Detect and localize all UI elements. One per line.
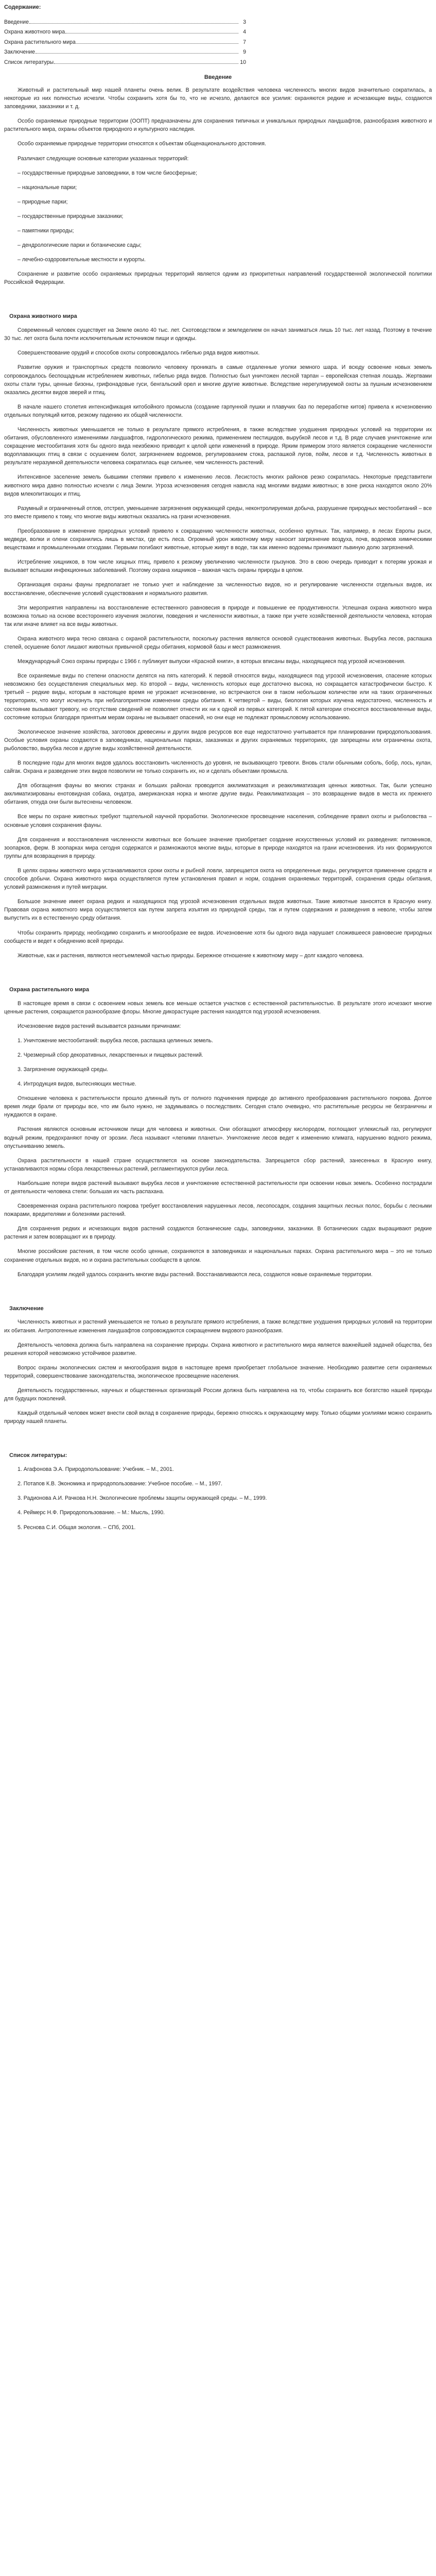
intro-paragraph: Животный и растительный мир нашей планеты очень велик. В результате воздействия человека численность многих видов значительно сократилась, а некоторые из них полностью исчезли. Чтобы сохранить хотя бы то, что не исчезло, делаются все усилия: охраняются редкие и исчезающие виды, создаются заповедники, заказники и т. д.	[4, 87, 432, 110]
animals-paragraph: Интенсивное заселение земель бывшими степями привело к изменению лесов. Лесистость многих районов резко сократилась. Некоторые представители животного мира давно полностью исчезли с лица Земли. Угроза исчезновения сегодня нависла над многими видами животных; в зоне риска находятся около 20% видов млекопитающих и птиц.	[4, 474, 432, 497]
plants-heading: Охрана растительного мира	[9, 986, 89, 993]
literature-item: 5. Реснова С.И. Общая экология. – СПб, 2001.	[18, 1524, 136, 1531]
toc-title: Содержание:	[4, 4, 41, 10]
literature-item: 2. Потапов К.В. Экономика и природопользование: Учебное пособие. – М., 1997.	[18, 1481, 222, 1487]
list-item: – лечебно-оздоровительные местности и курорты.	[18, 257, 146, 263]
list-item-text: лечебно-оздоровительные местности и курорты.	[22, 257, 146, 263]
toc-item-page: 7	[243, 39, 246, 45]
plants-section	[4, 999, 432, 1279]
animals-paragraph: Организация охраны фауны предполагает не только учет и наблюдение за численностью видов, но и регулирование численности отдельных видов, их восстановление, обеспечение условий существования и нормального развития.	[4, 582, 432, 597]
list-item: – государственные природные заповедники, в том числе биосферные;	[18, 170, 197, 176]
animals-paragraph: Истребление хищников, в том числе хищных птиц, привело к резкому увеличению численности грызунов. Это в свою очередь приводит к потерям урожая и вызывает вспышки инфекционных заболеваний. Поэтому охрана хищников – важная часть охраны природы в целом.	[4, 559, 432, 574]
animals-section	[4, 326, 432, 960]
toc-item[interactable]	[4, 28, 246, 38]
literature-item: 4. Реймерс Н.Ф. Природопользование. – М.: Мысль, 1990.	[18, 1510, 165, 1516]
list-item: – национальные парки;	[18, 184, 77, 191]
list-item: – памятники природы;	[18, 227, 74, 234]
literature-item: 3. Радионова А.И. Рачкова Н.Н. Экологические проблемы защиты окружающей среды. – М., 1999.	[18, 1495, 267, 1502]
animals-paragraph: Разумный и ограниченный отлов, отстрел, уменьшение загрязнения окружающей среды, неконтролируемая добыча, разрушение природных местообитаний – все это вместе привело к тому, что многие виды животных оказались на грани исчезновения.	[4, 505, 432, 520]
plants-paragraph: Отношение человека к растительности прошло длинный путь от полного подчинения природе до активного преобразования растительного покрова. Долгое время люди брали от природы все, что им было нужно, не задумываясь о последствиях. Сегодня стало очевидно, что растительные ресурсы не безграничны и нуждаются в охране.	[4, 1095, 432, 1118]
intro-heading: Введение	[204, 74, 232, 81]
conclusion-section	[4, 1318, 432, 1426]
list-item-text: памятники природы;	[22, 227, 74, 234]
toc-item-page: 10	[240, 59, 246, 65]
animals-paragraph: В начале нашего столетия интенсификация китобойного промысла (создание гарпунной пушки и плавучих баз по переработке китов) привела к исчезновению отдельных популяций китов, резкому падению их общей численности.	[4, 403, 432, 418]
animals-paragraph: Преобразование в изменение природных условий привело к сокращению численности животных, особенно крупных. Так, например, в лесах Европы рыси, медведи, волки и олени сохранились лишь в местах, где есть леса. Огромный урон животному миру наносит загрязнение воздуха, почв, водоемов химическими веществами и промышленными отходами. Первыми погибают животные, которые живут в воде, так как именно водоемы принимают львиную долю загрязнений.	[4, 528, 432, 551]
conclusion-paragraph: Численность животных и растений уменьшается не только в результате прямого истребления, а также вследствие ухудшения природных условий на территории их обитания. Антропогенные изменения ландшафтов сопровождаются сокращением видового разнообразия.	[4, 1319, 432, 1334]
literature-item: 1. Агафонова Э.А. Природопользование: Учебник. – М., 2001.	[18, 1466, 174, 1473]
animals-paragraph: В целях охраны животного мира устанавливаются сроки охоты и рыбной ловли, запрещается охота на определенные виды, регулируется применение средств и способов добычи. Охрана животного мира осуществляется путем установления правил и норм, создания охраняемых территорий, сохранения среды обитания, условий размножения и путей миграции.	[4, 867, 432, 891]
conclusion-paragraph: Вопрос охраны экологических систем и многообразия видов в настоящее время приобретает глобальное значение. Необходимо развитие сети охраняемых территорий, совершенствование законодательства, экологическое просвещение населения.	[4, 1364, 432, 1379]
toc-item-page: 4	[243, 29, 246, 36]
toc-item-page: 3	[243, 19, 246, 25]
conclusion-paragraph: Каждый отдельный человек может внести свой вклад в сохранение природы, бережно относясь к окружающему миру. Только общими усилиями можно сохранить природу нашей планеты.	[4, 1410, 432, 1425]
animals-paragraph: Численность животных уменьшается не только в результате прямого истребления, в также вследствие ухудшения природных условий на территории их обитания, обусловленного изменениями ландшафтов, гидрологического режима, применением пестицидов, вырубкой лесов и т.д. В ряде случаев уничтожение или сокращение местообитания хотя бы одного вида неизбежно приводит к целой цепи изменений в природе. Ярким примером этого является сокращение численности водоплавающих птиц в связи с осушением болот, загрязнением водоемов, регулированием стока, распашкой лугов, пойм, лесов и т.д. Численность животных в результате неразумной деятельности человека сократилась еще сильнее, чем численность растений.	[4, 427, 432, 466]
toc-item-label: Охрана животного мира	[4, 29, 65, 36]
plants-paragraph: Исчезновение видов растений вызывается разными причинами:	[18, 1023, 181, 1029]
list-item: 4. Интродукция видов, вытесняющих местные.	[18, 1081, 136, 1088]
conclusion-paragraph: Деятельность человека должна быть направлена на сохранение природы. Охрана животного и растительного мира является важнейшей задачей общества, без решения которой невозможно устойчивое развитие.	[4, 1342, 432, 1357]
list-item-text: государственные природные заказники;	[22, 213, 124, 219]
animals-paragraph: Большое значение имеет охрана редких и находящихся под угрозой исчезновения отдельных видов животных. Такие животные заносятся в Красную книгу. Правовая охрана животного мира осуществляется как путем запрета изъятия из природной среды, так и путем содержания и разведения в неволе, чтобы затем выпустить их в естественную среду обитания.	[4, 899, 432, 922]
animals-paragraph: Для обогащения фауны во многих странах и больших районах проводится акклиматизация и реакклиматизация ценных животных. Так, были успешно акклиматизированы енотовидная собака, ондатра, американская норка и многие другие виды. Реакклиматизация – это возвращение видов в места их прежнего обитания, откуда они были вытеснены человеком.	[4, 783, 432, 806]
intro-paragraph: Различают следующие основные категории указанных территорий:	[18, 155, 189, 162]
table-of-contents	[4, 18, 246, 69]
animals-paragraph: Все меры по охране животных требуют тщательной научной проработки. Экологическое просвещение населения, соблюдение правил охоты и рыболовства – основные условия сохранения фауны.	[4, 814, 432, 828]
animals-paragraph: Эти мероприятия направлены на восстановление естественного равновесия в природе и повышение ее продуктивности. Успешная охрана животного мира возможна только на основе всестороннего изучения экологии, поведения и численности животных, а также при учете хозяйственной деятельности человека, которая так или иначе влияет на все виды животных.	[4, 604, 432, 628]
toc-leader	[76, 43, 238, 44]
list-item: 3. Загрязнение окружающей среды.	[18, 1066, 109, 1073]
conclusion-paragraph: Деятельность государственных, научных и общественных организаций России должна быть направлена на то, чтобы сохранить все богатство нашей природы для будущих поколений.	[4, 1387, 432, 1402]
list-item: 1. Уничтожение местообитаний: вырубка лесов, распашка целинных земель.	[18, 1037, 213, 1044]
list-item-text: государственные природные заповедники, в том числе биосферные;	[22, 170, 197, 176]
plants-paragraph: Наибольшие потери видов растений вызывают вырубка лесов и уничтожение естественной растительности при освоении новых земель. Особенно пострадали от деятельности человека степи: большая их часть распахана.	[4, 1180, 432, 1195]
toc-leader	[29, 23, 238, 24]
animals-paragraph: Все охраняемые виды по степени опасности делятся на пять категорий. К первой относятся виды, находящиеся под угрозой исчезновения, спасение которых невозможно без осуществления специальных мер. Ко второй – виды, численность которых еще достаточно высока, но сокращается катастрофически быстро. К третьей – редкие виды, которым в настоящее время не угрожает исчезновение, но встречаются они в таком небольшом количестве или на таких ограниченных территориях, что могут исчезнуть при неблагоприятном изменении среды обитания. К четвертой – виды, биология которых изучена недостаточно, численность и состояние вызывают тревогу, но отсутствие сведений не позволяет отнести их ни к одной из первых категорий. К пятой категории относятся восстановленные виды, состояние которых благодаря принятым мерам охраны не вызывает опасений, но они еще не подлежат промысловому использованию.	[4, 673, 432, 721]
plants-paragraph: Многие российские растения, в том числе особо ценные, сохраняются в заповедниках и национальных парках. Охрана растительного мира – это не только сохранение отдельных видов, но и охрана растительных сообществ в целом.	[4, 1248, 432, 1263]
literature-heading: Список литературы:	[9, 1452, 67, 1459]
plants-paragraph: Своевременная охрана растительного покрова требует восстановления нарушенных лесов, лесопосадок, создания защитных лесных полос, борьбы с лесными пожарами, вредителями и болезнями растений.	[4, 1203, 432, 1218]
toc-leader	[36, 53, 238, 54]
animals-paragraph: Экологическое значение хозяйства, заготовок древесины и других видов ресурсов все еще недостаточно учитывается при планировании природопользования. Особые условия охраны создаются в заповедниках, национальных парках, заказниках и других охраняемых территориях, где запрещены или ограничены охота, рыболовство, вырубка лесов и другие виды хозяйственной деятельности.	[4, 728, 432, 752]
toc-leader	[54, 63, 238, 64]
animals-paragraph: Международный Союз охраны природы с 1966 г. публикует выпуски «Красной книги», в которых вписаны виды, находящиеся под угрозой исчезновения.	[18, 658, 406, 665]
toc-item[interactable]	[4, 48, 246, 58]
toc-item-page: 9	[243, 49, 246, 56]
list-item: 2. Чрезмерный сбор декоративных, лекарственных и пищевых растений.	[18, 1052, 203, 1058]
list-item: – природные парки;	[18, 198, 68, 205]
animals-paragraph: Развитие оружия и транспортных средств позволило человеку проникать в самые отдаленные уголки земного шара. И всюду освоение новых земель сопровождалось беспощадным истреблением животных, гибелью ряда видов. Полностью был уничтожен лесной тарпан – европейская степная лошадь. Жертвами охоты стали туры, ценные бизоны, грифонадовые гуси, бенгальский орел и многие другие животные. Вследствие нерегулируемой охоты за пушным исчезновением оказались десятки видов зверей и птиц.	[4, 364, 432, 396]
list-item-text: дендрологические парки и ботанические сады;	[22, 242, 142, 249]
toc-item-label: Список литературы	[4, 59, 54, 65]
animals-paragraph: Охрана животного мира тесно связана с охраной растительности, поскольку растения являются основой существования животных. Вырубка лесов, распашка степей, осушение болот лишают животных привычной среды обитания, кормовой базы и мест размножения.	[4, 635, 432, 650]
toc-item[interactable]	[4, 58, 246, 69]
animals-paragraph: Современный человек существует на Земле около 40 тыс. лет. Скотоводством и земледелием он начал заниматься лишь 10 тыс. лет назад. Поэтому в течение 30 тыс. лет охота была почти исключительным источником пищи и одежды.	[4, 327, 432, 342]
list-item-text: национальные парки;	[22, 184, 77, 191]
animals-paragraph: Для сохранения и восстановления численности животных все большее значение приобретает создание искусственных условий их разведения: питомников, зоопарков, ферм. В зоопарках мира сегодня содержатся и размножаются многие виды, которые в природе находятся на грани исчезновения. Из них формируются группы для возвращения в природу.	[4, 836, 432, 859]
list-item: – дендрологические парки и ботанические сады;	[18, 242, 142, 249]
territory-categories-list	[4, 169, 432, 264]
intro-paragraph: Особо охраняемые природные территории (ООПТ) предназначены для сохранения типичных и уникальных природных ландшафтов, разнообразия животного и растительного мира, охраны объектов природного и культурного наследия.	[4, 118, 432, 133]
toc-item[interactable]	[4, 38, 246, 48]
plants-paragraph: В настоящее время в связи с освоением новых земель все меньше остается участков с естественной растительностью. В результате этого исчезают многие ценные растения, сокращается разнообразие флоры. Многие дикорастущие растения находятся под угрозой исчезновения.	[4, 1000, 432, 1015]
toc-item-label: Введение	[4, 19, 29, 25]
plants-paragraph: Благодаря усилиям людей удалось сохранить многие виды растений. Восстанавливаются леса, создаются новые охраняемые территории.	[18, 1271, 373, 1278]
animals-heading: Охрана животного мира	[9, 313, 77, 320]
animals-paragraph: В последние годы для многих видов удалось восстановить численность до уровня, не вызывающего тревоги. Вновь стали обычными соболь, бобр, лось, кулан, сайгак. Охрана и разведение этих видов позволили не только сохранить их, но и сделать объектами промысла.	[4, 760, 432, 775]
toc-item-label: Охрана растительного мира	[4, 39, 76, 45]
animals-paragraph: Совершенствование орудий и способов охоты сопровождалось гибелью ряда видов животных.	[18, 350, 260, 357]
intro-paragraph: Особо охраняемые природные территории относятся к объектам общенационального достояния.	[18, 141, 266, 147]
animals-paragraph: Чтобы сохранить природу, необходимо сохранить и многообразие ее видов. Исчезновение хотя бы одного вида нарушает сложившееся равновесие природных сообществ и ведет к обеднению всей природы.	[4, 929, 432, 944]
intro-paragraph: Сохранение и развитие особо охраняемых природных территорий является одним из приоритетных направлений государственной экологической политики Российской Федерации.	[4, 271, 432, 286]
plants-paragraph: Для сохранения редких и исчезающих видов растений создаются ботанические сады, заповедники, заказники. В ботанических садах выращивают редкие растения и затем возвращают их в природу.	[4, 1226, 432, 1241]
animals-paragraph: Животные, как и растения, являются неотъемлемой частью природы. Бережное отношение к животному миру – долг каждого человека.	[18, 952, 364, 959]
toc-item[interactable]	[4, 18, 246, 28]
plants-paragraph: Охрана растительности в нашей стране осуществляется на основе законодательства. Запрещается сбор растений, занесенных в Красную книгу, устанавливаются нормы сбора лекарственных растений, регламентируются рубки леса.	[4, 1157, 432, 1172]
list-item: – государственные природные заказники;	[18, 213, 124, 219]
conclusion-heading: Заключение	[9, 1305, 44, 1312]
literature-list	[4, 1465, 432, 1531]
toc-item-label: Заключение	[4, 49, 36, 56]
plants-paragraph: Растения являются основным источником пищи для человека и животных. Они обогащают атмосферу кислородом, поглощают углекислый газ, регулируют водный режим, предохраняют почву от эрозии. Леса называют «легкими планеты». Уничтожение лесов ведет к изменению климата, нарушению водного режима, опустыниванию земель.	[4, 1126, 432, 1149]
list-item-text: природные парки;	[22, 198, 68, 205]
extinction-causes-list	[4, 1037, 432, 1088]
